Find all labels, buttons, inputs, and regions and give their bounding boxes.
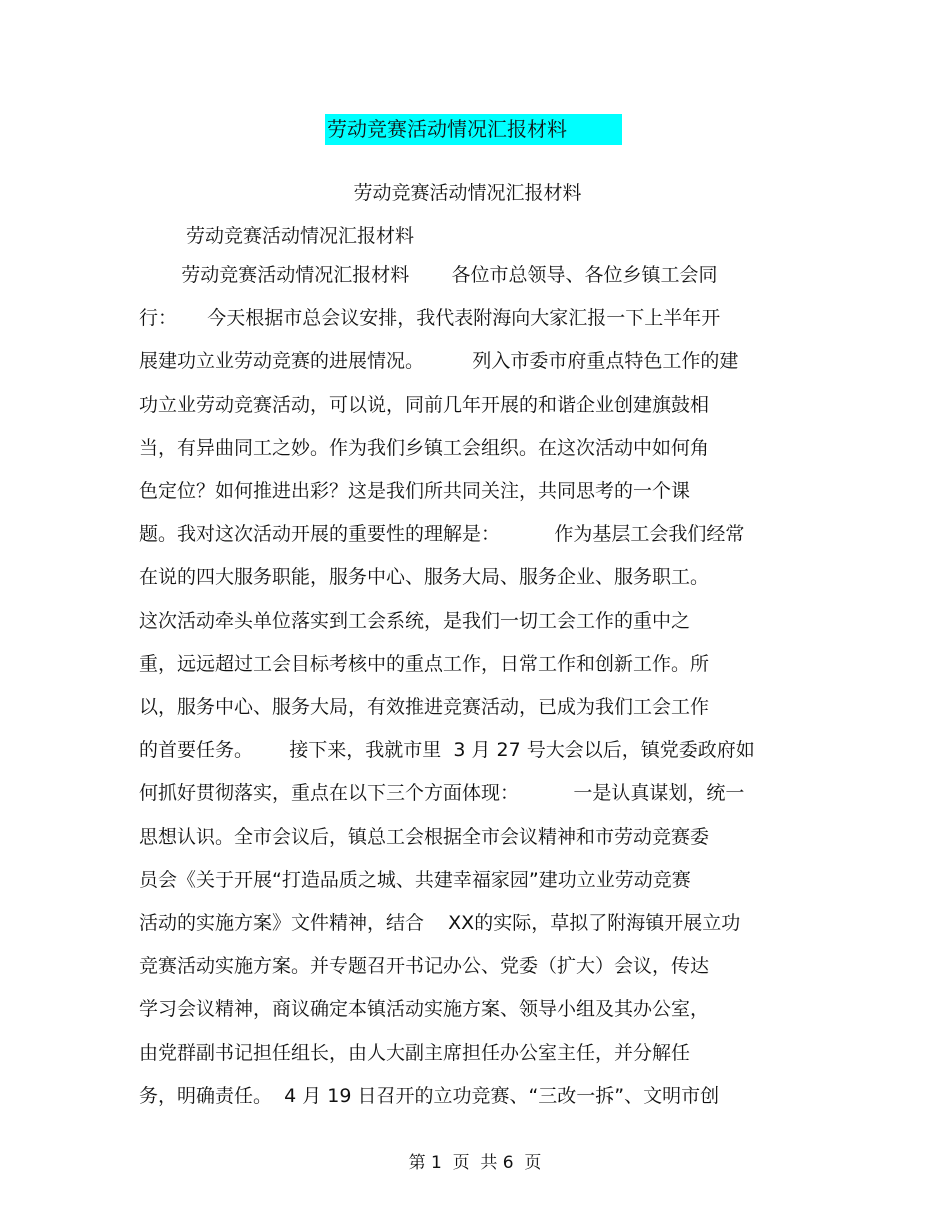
body-line: 题。我对这次活动开展的重要性的理解是： 作为基层工会我们经常 xyxy=(139,523,745,546)
body-line: 展建功立业劳动竞赛的进展情况。 列入市委市府重点特色工作的建 xyxy=(139,350,739,373)
body-line: 学习会议精神，商议确定本镇活动实施方案、领导小组及其办公室， xyxy=(139,998,710,1021)
body-line: 的首要任务。 接下来，我就市里 3 月 27 号大会以后，镇党委政府如 xyxy=(139,739,755,762)
document-subtitle: 劳动竞赛活动情况汇报材料 xyxy=(353,182,582,204)
body-line: 员会《关于开展“打造品质之城、共建幸福家园”建功立业劳动竞赛 xyxy=(139,868,691,891)
body-line: 务，明确责任。 4 月 19 日召开的立功竞赛、“三改一拆”、文明市创 xyxy=(139,1084,720,1107)
body-line: 何抓好贯彻落实，重点在以下三个方面体现： 一是认真谋划，统一 xyxy=(139,782,745,805)
body-line: 劳动竞赛活动情况汇报材料 各位市总领导、各位乡镇工会同 xyxy=(139,264,718,286)
body-line: 重，远远超过工会目标考核中的重点工作，日常工作和创新工作。所 xyxy=(139,652,710,675)
body-line: 色定位？如何推进出彩？这是我们所共同关注，共同思考的一个课 xyxy=(139,480,691,502)
body-line: 当，有异曲同工之妙。作为我们乡镇工会组织。在这次活动中如何角 xyxy=(139,436,710,459)
document-heading: 劳动竞赛活动情况汇报材料 xyxy=(186,225,415,247)
document-title: 劳动竞赛活动情况汇报材料 xyxy=(325,114,622,145)
body-line: 思想认识。全市会议后，镇总工会根据全市会议精神和市劳动竞赛委 xyxy=(139,825,710,848)
body-line: 在说的四大服务职能，服务中心、服务大局、服务企业、服务职工。 xyxy=(139,566,710,589)
body-line: 活动的实施方案》文件精神，结合 XX的实际，草拟了附海镇开展立功 xyxy=(139,912,741,934)
body-line: 这次活动牵头单位落实到工会系统，是我们一切工会工作的重中之 xyxy=(139,609,691,632)
body-line: 行： 今天根据市总会议安排，我代表附海向大家汇报一下上半年开 xyxy=(139,307,721,330)
body-line: 以，服务中心、服务大局，有效推进竞赛活动，已成为我们工会工作 xyxy=(139,696,710,718)
body-line: 由党群副书记担任组长，由人大副主席担任办公室主任，并分解任 xyxy=(139,1041,691,1064)
page-footer: 第 1 页 共 6 页 xyxy=(408,1153,542,1173)
body-line: 功立业劳动竞赛活动，可以说，同前几年开展的和谐企业创建旗鼓相 xyxy=(139,393,710,416)
body-line: 竞赛活动实施方案。并专题召开书记办公、党委（扩大）会议，传达 xyxy=(139,955,710,978)
